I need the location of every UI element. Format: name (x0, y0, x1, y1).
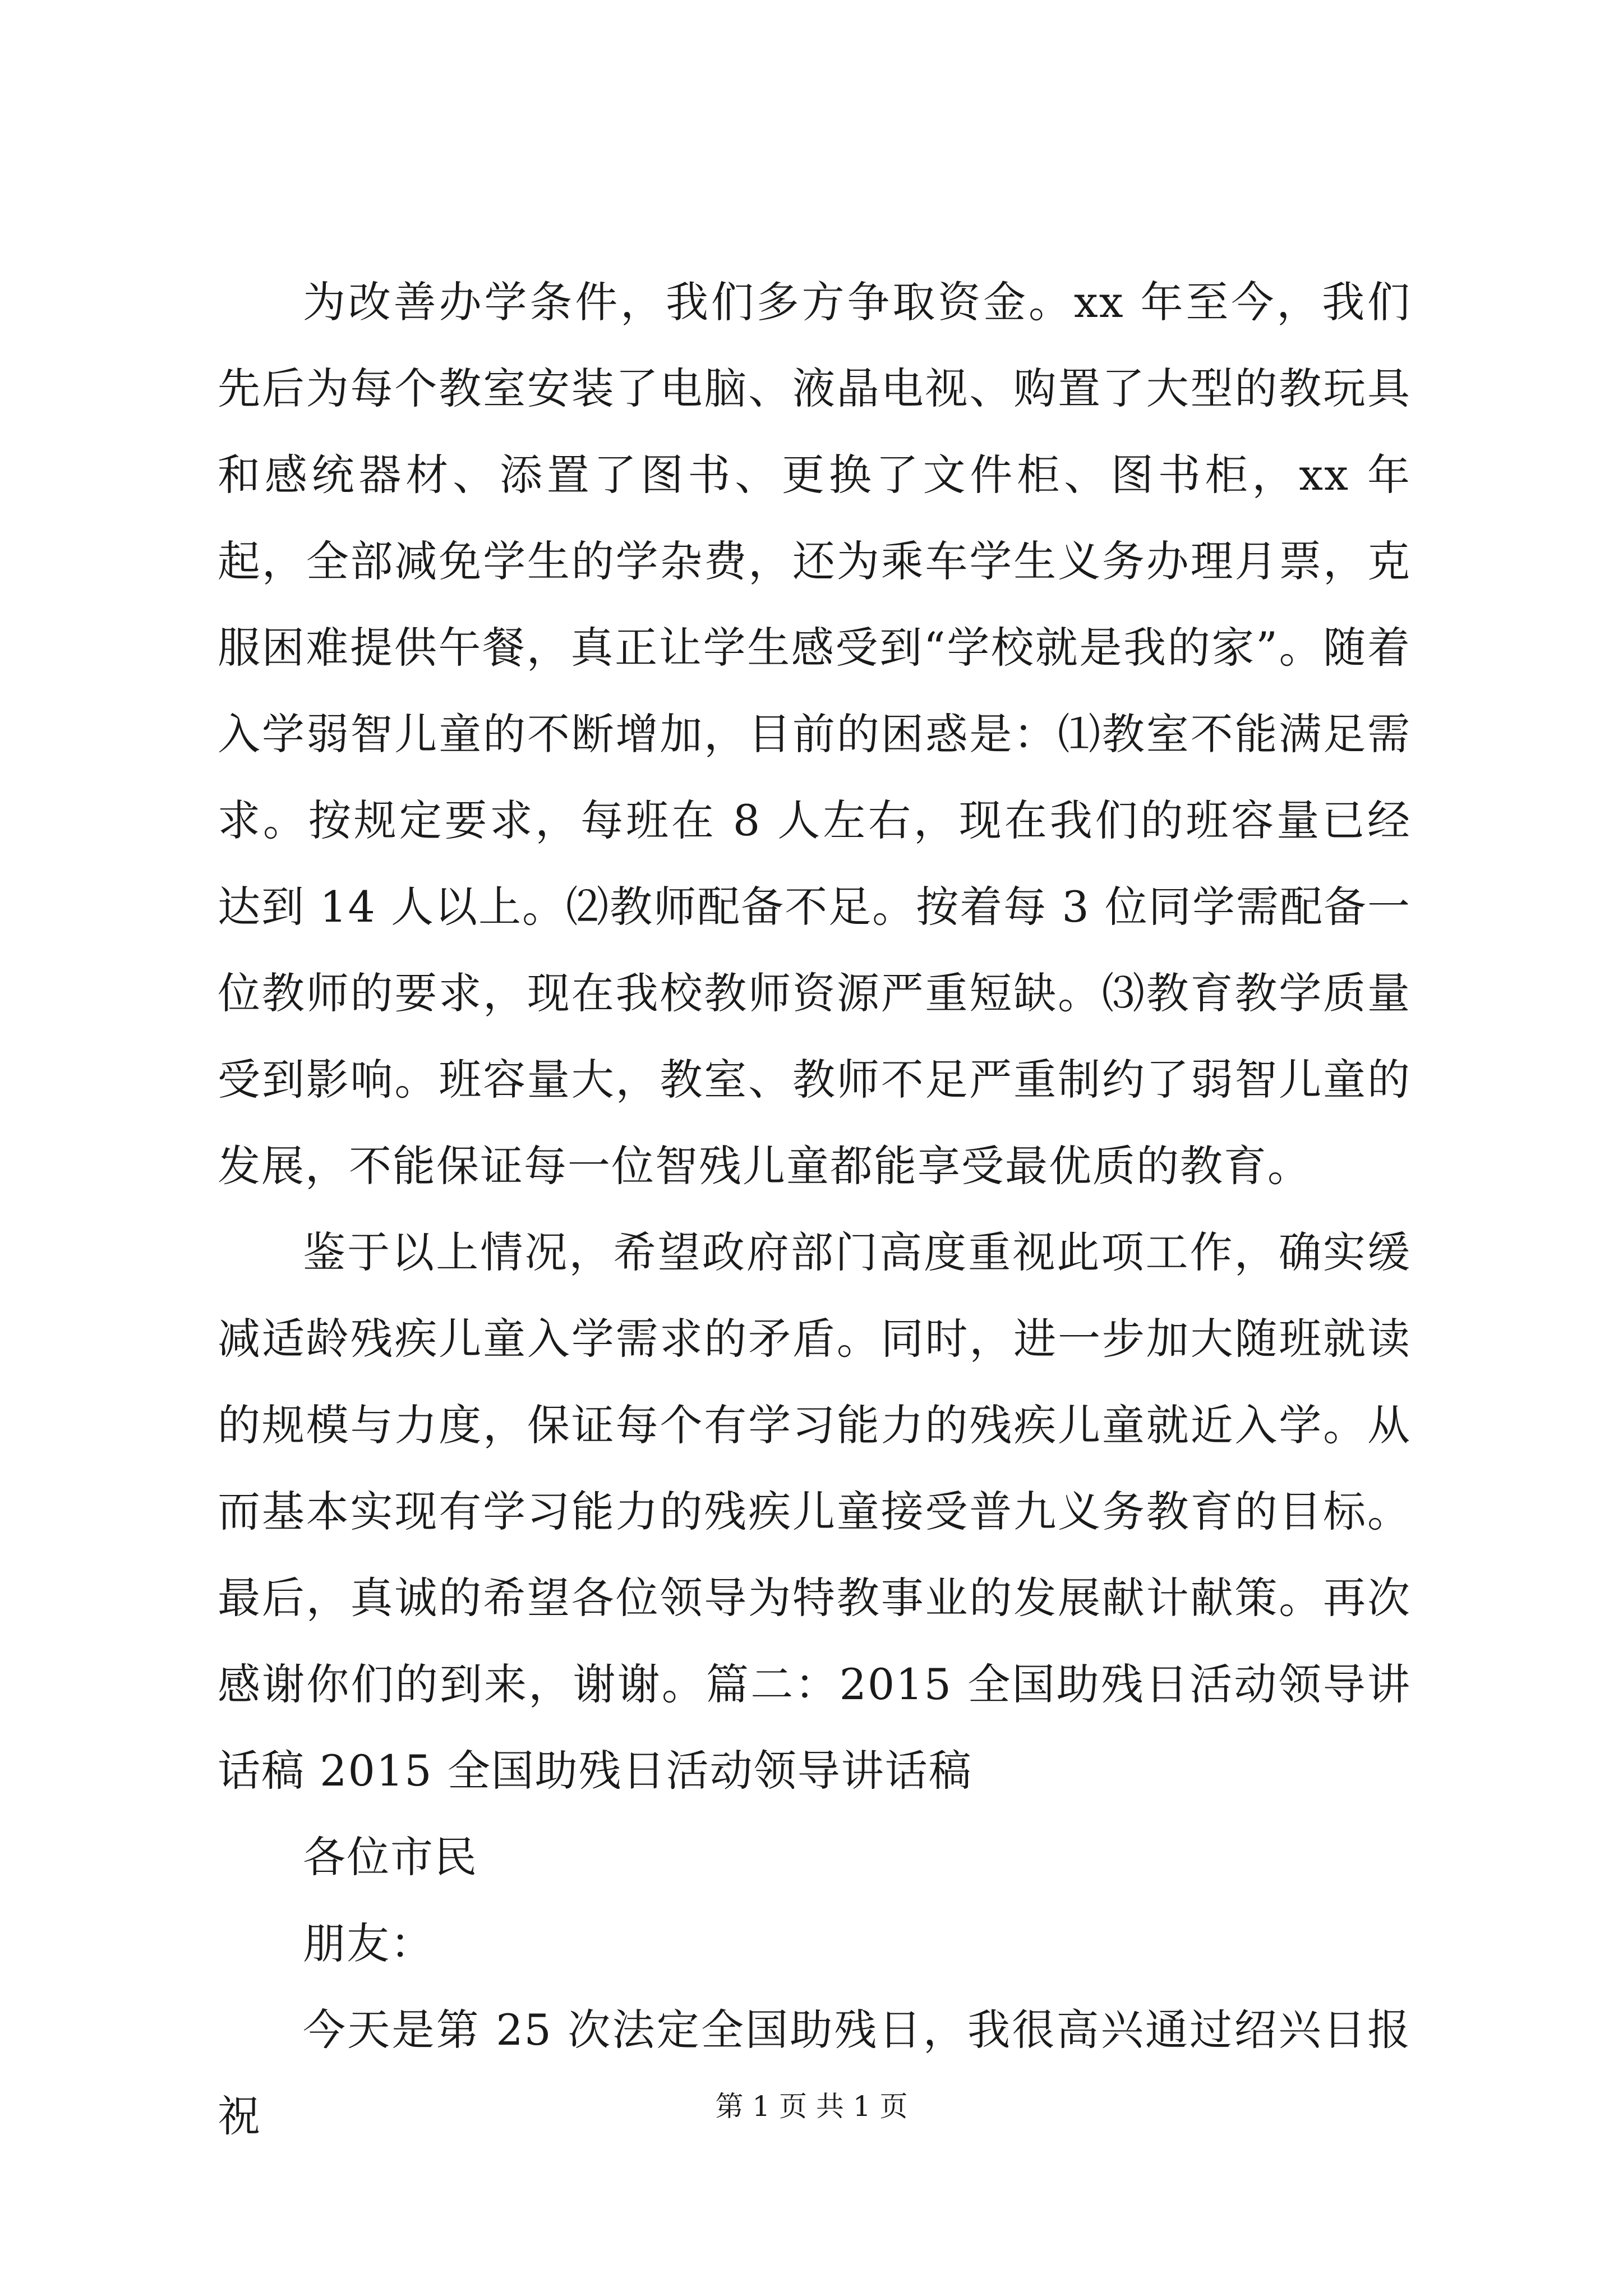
paragraph-greeting-citizens: 各位市民 (303, 1832, 478, 1882)
paragraph-opening: 今天是第 25 次法定全国助残日，我很高兴通过绍兴日报祝 (218, 2005, 1411, 2141)
page-number-footer: 第 1 页 共 1 页 (715, 2090, 908, 2123)
paragraph-greeting-friends: 朋友： (303, 1918, 434, 1968)
document-body (218, 259, 1411, 2160)
paragraph-school-conditions: 为改善办学条件，我们多方争取资金。xx 年至今，我们先后为每个教室安装了电脑、液晶电视、购置了大型的教玩具和感统器材、添置了图书、更换了文件柜、图书柜，xx 年起，全部减免学生的学杂费，还为乘车学生义务办理月票，克服困难提供午餐，真正让学生感受到“学校就是我的家”。随着入学弱智儿童的不断增加，目前的困惑是：⑴教室不能满足需求。按规定要求，每班在 8 人左右，现在我们的班容量已经达到 14 人以上。⑵教师配备不足。按着每 3 位同学需配备一位教师的要求，现在我校教师资源严重短缺。⑶教育教学质量受到影响。班容量大，教室、教师不足严重制约了弱智儿童的发展，不能保证每一位智残儿童都能享受最优质的教育。 (218, 277, 1411, 1191)
paragraph-government-request: 鉴于以上情况，希望政府部门高度重视此项工作，确实缓减适龄残疾儿童入学需求的矛盾。同时，进一步加大随班就读的规模与力度，保证每个有学习能力的残疾儿童就近入学。从而基本实现有学习能力的残疾儿童接受普九义务教育的目标。最后，真诚的希望各位领导为特教事业的发展献计献策。再次感谢你们的到来，谢谢。篇二：2015 全国助残日活动领导讲话稿 2015 全国助残日活动领导讲话稿 (218, 1227, 1411, 1796)
